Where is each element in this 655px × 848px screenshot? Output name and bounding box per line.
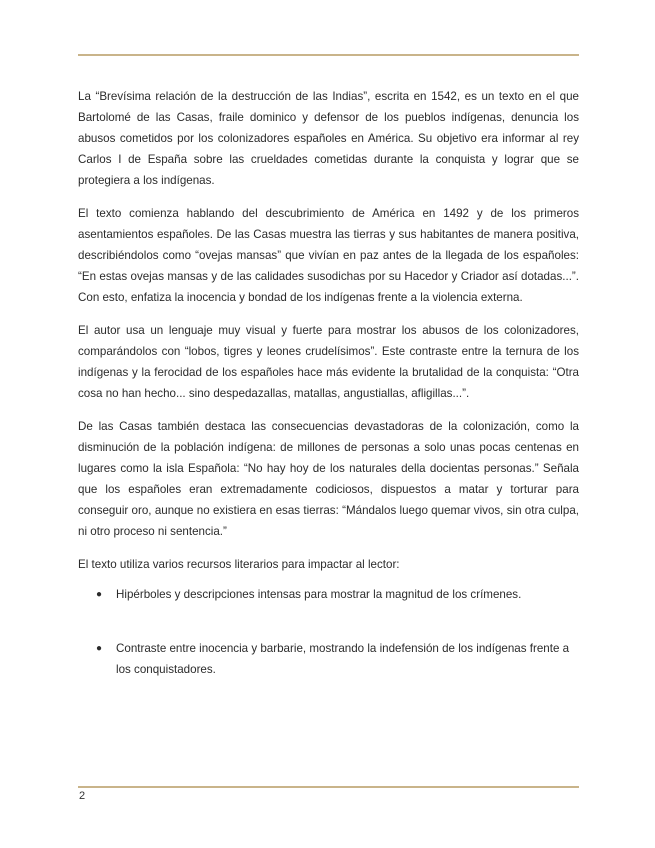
header-rule [78, 54, 579, 56]
list-item-text: Contraste entre inocencia y barbarie, mostrando la indefensión de los indígenas frente a los conquistadores. [116, 642, 570, 676]
list-item [78, 638, 579, 680]
paragraph-4: De las Casas también destaca las consecuencias devastadoras de la colonización, como la disminución de la población indígena: de millones de personas a solo unas pocas centenas en lugares como la isla Española: “No hay hoy de los naturales della docientas personas.” Señala que los españoles eran extremadamente codiciosos, dispuestos a matar y torturar para conseguir oro, aunque no existiera en esas tierras: “Mándalos luego quemar vivos, sin otra culpa, ni otro proceso ni sentencia.” [78, 420, 579, 538]
list-item-text: Hipérboles y descripciones intensas para mostrar la magnitud de los crímenes. [116, 588, 522, 601]
bullet-icon: ● [96, 589, 103, 600]
footer-rule [78, 786, 579, 788]
page-number: 2 [79, 790, 86, 802]
bullet-icon: ● [96, 643, 103, 654]
paragraph-3: El autor usa un lenguaje muy visual y fuerte para mostrar los abusos de los colonizadores, comparándolos con “lobos, tigres y leones crudelísimos”. Este contraste entre la ternura de los indígenas y la ferocidad de los españoles hace más evidente la brutalidad de la conquista: “Otra cosa no han hecho... sino despedazallas, matallas, angustiallas, afligillas...”. [78, 324, 579, 400]
paragraph-2: El texto comienza hablando del descubrimiento de América en 1492 y de los primeros asentamientos españoles. De las Casas muestra las tierras y sus habitantes de manera positiva, describiéndolos como “ovejas mansas” que vivían en paz antes de la llegada de los españoles: “En estas ovejas mansas y de las calidades susodichas por su Hacedor y Criador así dotadas...”. Con esto, enfatiza la inocencia y bondad de los indígenas frente a la violencia externa. [78, 207, 579, 304]
list-intro: El texto utiliza varios recursos literarios para impactar al lector: [78, 558, 400, 571]
bullet-list [78, 584, 579, 680]
document-body [78, 86, 579, 680]
list-item [78, 584, 579, 605]
paragraph-1: La “Brevísima relación de la destrucción de las Indias”, escrita en 1542, es un texto en el que Bartolomé de las Casas, fraile dominico y defensor de los pueblos indígenas, denuncia los abusos cometidos por los colonizadores españoles en América. Su objetivo era informar al rey Carlos I de España sobre las crueldades cometidas durante la conquista y lograr que se protegiera a los indígenas. [78, 90, 579, 187]
